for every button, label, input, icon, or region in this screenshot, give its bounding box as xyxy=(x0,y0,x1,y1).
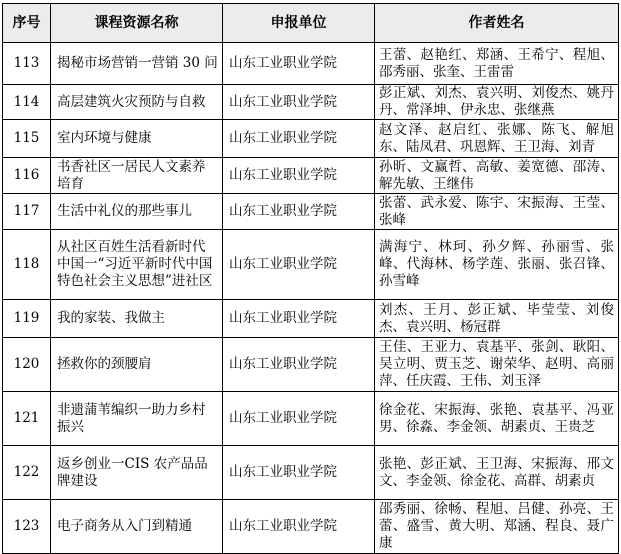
row-authors: 赵文泽、赵启红、张娜、陈飞、解旭东、陆凤君、巩恩辉、王卫海、刘青 xyxy=(375,120,619,158)
row-authors: 张艳、彭正斌、王卫海、宋振海、邢文文、李金领、徐金花、高群、胡素贞 xyxy=(375,446,619,500)
row-num: 120 xyxy=(3,338,51,392)
table-row xyxy=(3,158,619,194)
table-header-row xyxy=(3,4,619,43)
row-num: 116 xyxy=(3,158,51,194)
row-unit: 山东工业职业学院 xyxy=(223,43,375,85)
row-name: 书香社区一居民人文素养培育 xyxy=(51,158,223,194)
row-num: 121 xyxy=(3,392,51,446)
row-authors: 邵秀丽、徐畅、程旭、吕健、孙亮、王蕾、盛雪、黄大明、郑涵、程良、聂广康 xyxy=(375,500,619,554)
row-num: 117 xyxy=(3,194,51,230)
row-num: 123 xyxy=(3,500,51,554)
table-row xyxy=(3,120,619,158)
row-name: 高层建筑火灾预防与自救 xyxy=(51,85,223,120)
table-row xyxy=(3,392,619,446)
row-name: 室内环境与健康 xyxy=(51,120,223,158)
row-num: 113 xyxy=(3,43,51,85)
row-num: 118 xyxy=(3,230,51,300)
row-num: 114 xyxy=(3,85,51,120)
row-name: 揭秘市场营销一营销 30 问 xyxy=(51,43,223,85)
row-unit: 山东工业职业学院 xyxy=(223,230,375,300)
row-name: 返乡创业一CIS 农产品品牌建设 xyxy=(51,446,223,500)
table-row xyxy=(3,500,619,554)
table-row xyxy=(3,300,619,338)
row-name: 从社区百姓生活看新时代中国一“习近平新时代中国特色社会主义思想”进社区 xyxy=(51,230,223,300)
course-resource-table xyxy=(2,3,619,554)
row-authors: 满海宁、林珂、孙夕辉、孙丽雪、张峰、代海林、杨学莲、张丽、张召锋、孙雪峰 xyxy=(375,230,619,300)
table-row xyxy=(3,85,619,120)
row-authors: 徐金花、宋振海、张艳、袁基平、冯亚男、徐淼、李金领、胡素贞、王贵芝 xyxy=(375,392,619,446)
row-unit: 山东工业职业学院 xyxy=(223,300,375,338)
row-authors: 王佳、王亚力、袁基平、张剑、耿阳、吴立明、贾玉芝、谢荣华、赵明、高丽萍、任庆霞、王伟、刘玉泽 xyxy=(375,338,619,392)
header-authors: 作者姓名 xyxy=(375,4,619,43)
row-name: 电子商务从入门到精通 xyxy=(51,500,223,554)
row-num: 122 xyxy=(3,446,51,500)
row-authors: 孙昕、文赢哲、高敏、姜宽德、邵涛、解先敏、王继伟 xyxy=(375,158,619,194)
table-row xyxy=(3,194,619,230)
row-unit: 山东工业职业学院 xyxy=(223,500,375,554)
row-unit: 山东工业职业学院 xyxy=(223,392,375,446)
row-num: 115 xyxy=(3,120,51,158)
table-row xyxy=(3,446,619,500)
header-name: 课程资源名称 xyxy=(51,4,223,43)
header-unit: 申报单位 xyxy=(223,4,375,43)
row-name: 非遗蒲苇编织一助力乡村振兴 xyxy=(51,392,223,446)
row-unit: 山东工业职业学院 xyxy=(223,194,375,230)
row-unit: 山东工业职业学院 xyxy=(223,85,375,120)
row-authors: 王蕾、赵艳红、郑涵、王希宁、程旭、邵秀丽、张奎、王雷雷 xyxy=(375,43,619,85)
row-authors: 刘杰、王月、彭正斌、毕莹莹、刘俊杰、袁兴明、杨冠群 xyxy=(375,300,619,338)
row-name: 生活中礼仪的那些事儿 xyxy=(51,194,223,230)
row-name: 拯救你的颈腰肩 xyxy=(51,338,223,392)
table-row xyxy=(3,43,619,85)
row-unit: 山东工业职业学院 xyxy=(223,446,375,500)
row-authors: 彭正斌、刘杰、袁兴明、刘俊杰、姚丹丹、常泽坤、伊永忠、张继燕 xyxy=(375,85,619,120)
row-unit: 山东工业职业学院 xyxy=(223,120,375,158)
table-row xyxy=(3,338,619,392)
row-unit: 山东工业职业学院 xyxy=(223,338,375,392)
row-num: 119 xyxy=(3,300,51,338)
header-num: 序号 xyxy=(3,4,51,43)
row-name: 我的家装、我做主 xyxy=(51,300,223,338)
row-unit: 山东工业职业学院 xyxy=(223,158,375,194)
table-row xyxy=(3,230,619,300)
row-authors: 张蕾、武永爱、陈宇、宋振海、王莹、张峰 xyxy=(375,194,619,230)
